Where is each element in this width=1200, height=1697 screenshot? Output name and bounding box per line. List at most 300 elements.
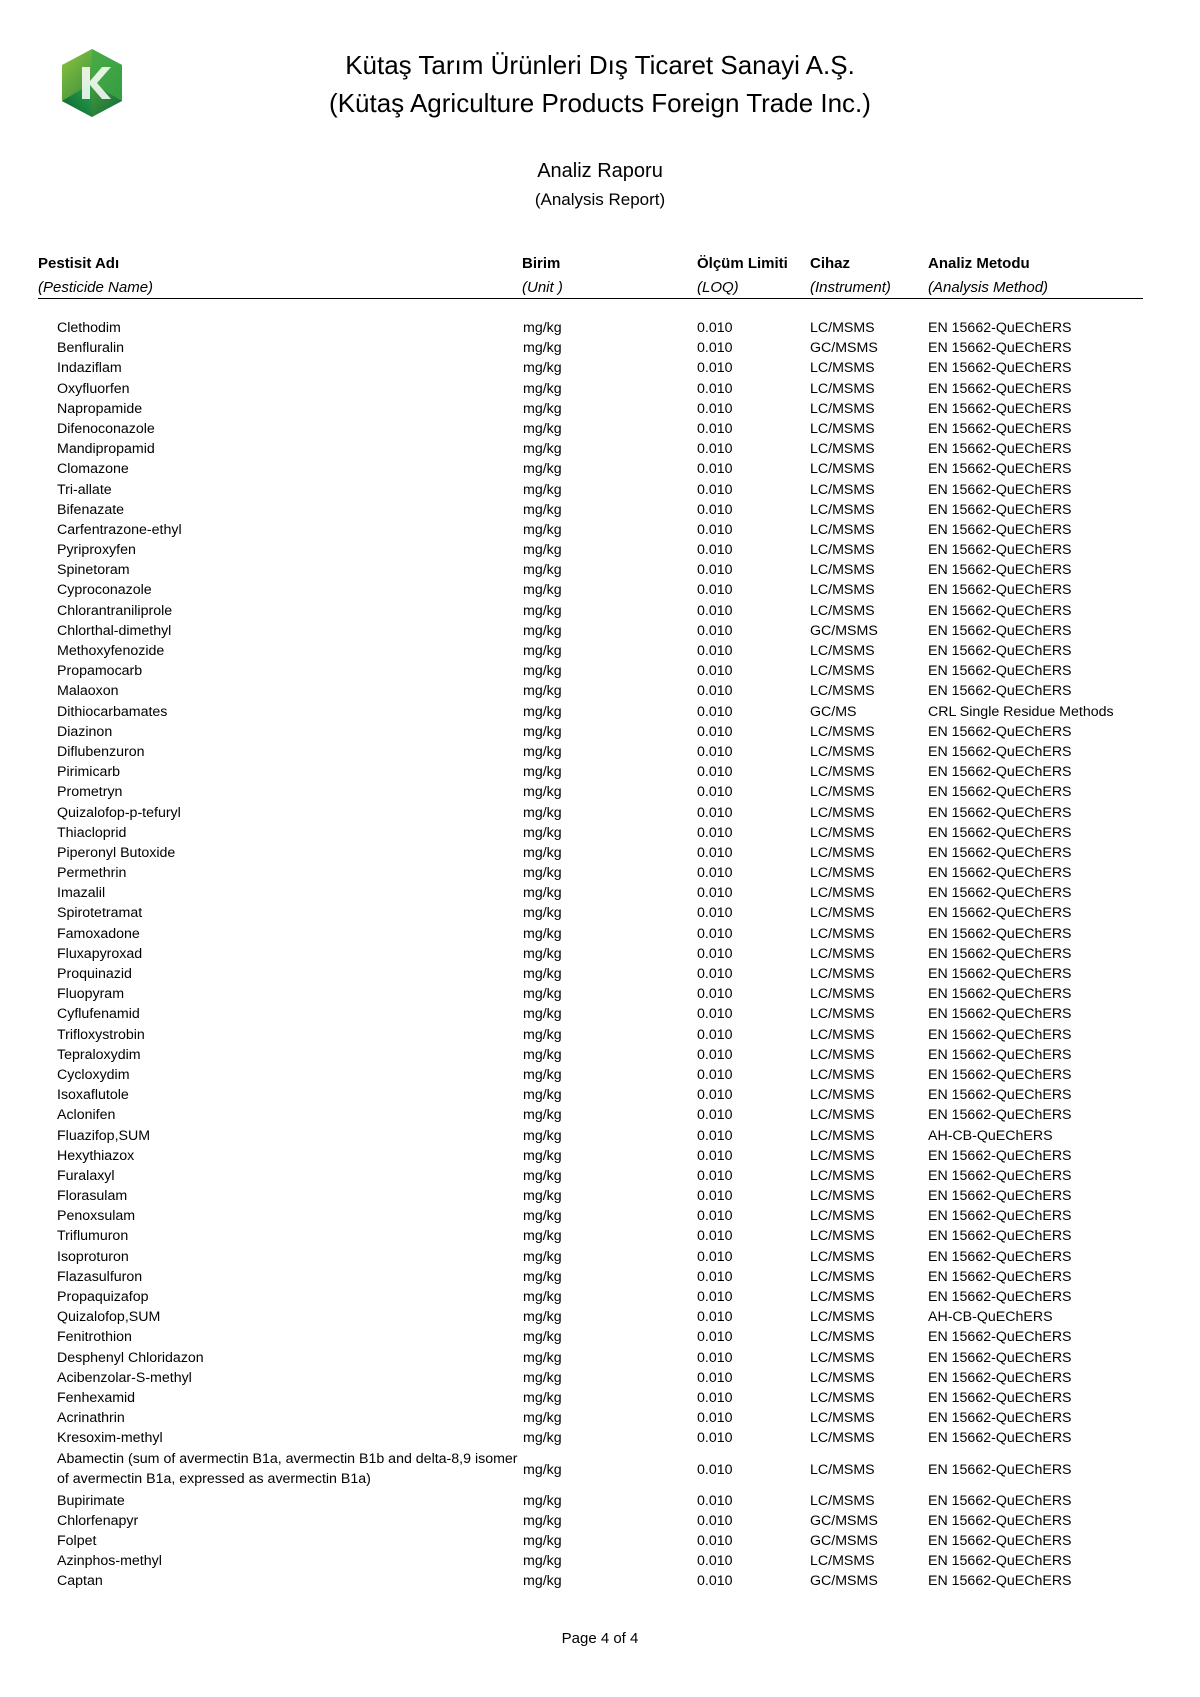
pesticide-name: Methoxyfenozide — [57, 643, 165, 659]
unit-value: mg/kg — [523, 885, 562, 902]
method-value: EN 15662-QuEChERS — [928, 562, 1072, 579]
unit-value: mg/kg — [523, 501, 562, 518]
column-header-method-en: (Analysis Method) — [928, 279, 1049, 296]
instrument-value: LC/MSMS — [810, 1087, 875, 1104]
unit-value: mg/kg — [523, 1147, 562, 1164]
pesticide-name: Cycloxydim — [57, 1066, 130, 1083]
loq-value: 0.010 — [697, 1289, 733, 1305]
loq-value: 0.010 — [697, 1389, 733, 1406]
unit-value: mg/kg — [523, 1532, 562, 1549]
pesticide-name: Captan — [57, 1573, 103, 1590]
instrument-value: LC/MSMS — [810, 925, 875, 942]
instrument-value: LC/MSMS — [810, 804, 875, 821]
instrument-value: LC/MSMS — [810, 602, 875, 619]
table-row — [0, 1428, 1200, 1448]
pesticide-name: Permethrin — [57, 865, 127, 882]
instrument-value: LC/MSMS — [810, 1329, 875, 1346]
pesticide-name: Aclonifen — [57, 1107, 116, 1124]
table-row — [0, 1186, 1200, 1206]
unit-value: mg/kg — [523, 1309, 562, 1326]
loq-value: 0.010 — [697, 1208, 733, 1225]
instrument-value: LC/MSMS — [810, 1268, 875, 1285]
method-value: EN 15662-QuEChERS — [928, 400, 1072, 417]
table-row — [0, 903, 1200, 923]
pesticide-name: Mandipropamid — [57, 441, 155, 458]
company-name-english: (Kütaş Agriculture Products Foreign Trade Inc.) — [329, 88, 871, 118]
table-row — [0, 661, 1200, 681]
pesticide-name: Indaziflam — [57, 360, 122, 377]
unit-value: mg/kg — [523, 1248, 562, 1265]
table-row — [0, 1491, 1200, 1511]
pesticide-name: Malaoxon — [57, 683, 119, 700]
instrument-value: LC/MSMS — [810, 562, 875, 579]
pesticide-name: Oxyfluorfen — [57, 380, 130, 397]
loq-value: 0.010 — [697, 743, 733, 760]
instrument-value: LC/MSMS — [810, 461, 875, 478]
instrument-value: LC/MSMS — [810, 501, 875, 518]
instrument-value: LC/MSMS — [810, 1188, 875, 1205]
table-row — [0, 419, 1200, 439]
table-row — [0, 944, 1200, 964]
pesticide-name: Tri-allate — [57, 481, 112, 498]
instrument-value: LC/MSMS — [810, 824, 875, 841]
instrument-value: LC/MSMS — [810, 865, 875, 882]
instrument-value: LC/MSMS — [810, 1461, 875, 1478]
instrument-value: LC/MSMS — [810, 1147, 875, 1164]
method-value: EN 15662-QuEChERS — [928, 1167, 1072, 1184]
loq-value: 0.010 — [697, 1349, 733, 1366]
instrument-value: LC/MSMS — [810, 1349, 875, 1366]
pesticide-name: Tepraloxydim — [57, 1046, 141, 1063]
loq-value: 0.010 — [697, 1410, 733, 1427]
pesticide-name: Propamocarb — [57, 663, 143, 680]
unit-value: mg/kg — [523, 663, 562, 680]
table-row — [0, 883, 1200, 903]
instrument-value: LC/MSMS — [810, 420, 875, 437]
method-value: EN 15662-QuEChERS — [928, 582, 1072, 599]
table-row — [0, 702, 1200, 722]
table-row — [0, 439, 1200, 459]
instrument-value: LC/MSMS — [810, 1167, 875, 1184]
loq-value: 0.010 — [697, 764, 733, 781]
instrument-value: GC/MS — [810, 703, 857, 720]
table-row — [0, 1287, 1200, 1307]
unit-value: mg/kg — [523, 481, 562, 498]
loq-value: 0.010 — [697, 966, 733, 982]
pesticide-name: Penoxsulam — [57, 1208, 136, 1225]
method-value: EN 15662-QuEChERS — [928, 663, 1072, 680]
table-row — [0, 480, 1200, 500]
instrument-value: LC/MSMS — [810, 1553, 875, 1570]
unit-value: mg/kg — [523, 1389, 562, 1406]
table-row — [0, 358, 1200, 378]
method-value: EN 15662-QuEChERS — [928, 844, 1072, 861]
unit-value: mg/kg — [523, 1329, 562, 1346]
instrument-value: LC/MSMS — [810, 1006, 875, 1023]
table-row — [0, 601, 1200, 621]
column-header-method — [928, 252, 1048, 300]
method-value: EN 15662-QuEChERS — [928, 743, 1072, 760]
unit-value: mg/kg — [523, 622, 562, 639]
pesticide-name: Pirimicarb — [57, 764, 121, 781]
unit-value: mg/kg — [523, 360, 562, 377]
pesticide-name: Isoxaflutole — [57, 1087, 129, 1104]
pesticide-name: Kresoxim-methyl — [57, 1430, 163, 1447]
loq-value: 0.010 — [697, 1127, 733, 1144]
method-value: EN 15662-QuEChERS — [928, 986, 1072, 1003]
method-value: EN 15662-QuEChERS — [928, 905, 1072, 922]
loq-value: 0.010 — [697, 1046, 733, 1063]
instrument-value: LC/MSMS — [810, 905, 875, 922]
table-row — [0, 318, 1200, 338]
loq-value: 0.010 — [697, 945, 733, 962]
unit-value: mg/kg — [523, 1289, 562, 1305]
method-value: EN 15662-QuEChERS — [928, 1349, 1072, 1366]
table-row — [0, 1045, 1200, 1065]
table-row — [0, 1327, 1200, 1347]
unit-value: mg/kg — [523, 764, 562, 781]
method-value: EN 15662-QuEChERS — [928, 1188, 1072, 1205]
loq-value: 0.010 — [697, 1147, 733, 1164]
table-row — [0, 1206, 1200, 1226]
table-row — [0, 1065, 1200, 1085]
unit-value: mg/kg — [523, 743, 562, 760]
loq-value: 0.010 — [697, 360, 733, 377]
pesticide-name: Azinphos-methyl — [57, 1553, 162, 1570]
unit-value: mg/kg — [523, 925, 562, 942]
pesticide-table-body — [0, 318, 1200, 1591]
table-row — [0, 742, 1200, 762]
method-value: EN 15662-QuEChERS — [928, 1147, 1072, 1164]
unit-value: mg/kg — [523, 420, 562, 437]
loq-value: 0.010 — [697, 1329, 733, 1346]
pesticide-name: Chlorantraniliprole — [57, 602, 173, 619]
method-value: EN 15662-QuEChERS — [928, 1369, 1072, 1386]
table-row — [0, 500, 1200, 520]
method-value: EN 15662-QuEChERS — [928, 824, 1072, 841]
unit-value: mg/kg — [523, 804, 562, 821]
pesticide-name: Cyflufenamid — [57, 1006, 140, 1023]
pesticide-name: Acrinathrin — [57, 1410, 125, 1427]
unit-value: mg/kg — [523, 824, 562, 841]
method-value: EN 15662-QuEChERS — [928, 420, 1072, 437]
pesticide-name: Flazasulfuron — [57, 1268, 143, 1285]
loq-value: 0.010 — [697, 1553, 733, 1570]
table-row — [0, 1348, 1200, 1368]
method-value: EN 15662-QuEChERS — [928, 481, 1072, 498]
instrument-value: LC/MSMS — [810, 1107, 875, 1124]
loq-value: 0.010 — [697, 380, 733, 397]
pesticide-name: Clomazone — [57, 461, 129, 478]
column-header-unit-en: (Unit ) — [522, 279, 563, 296]
table-row — [0, 1004, 1200, 1024]
table-row — [0, 1105, 1200, 1125]
instrument-value: LC/MSMS — [810, 885, 875, 902]
column-header-loq — [697, 252, 788, 300]
loq-value: 0.010 — [697, 1309, 733, 1326]
method-value: EN 15662-QuEChERS — [928, 622, 1072, 639]
pesticide-name: Florasulam — [57, 1188, 128, 1205]
table-row — [0, 843, 1200, 863]
loq-value: 0.010 — [697, 925, 733, 942]
table-row — [0, 379, 1200, 399]
loq-value: 0.010 — [697, 1066, 733, 1083]
pesticide-name: Triflumuron — [57, 1228, 129, 1245]
unit-value: mg/kg — [523, 1066, 562, 1083]
unit-value: mg/kg — [523, 865, 562, 882]
instrument-value: LC/MSMS — [810, 441, 875, 458]
instrument-value: LC/MSMS — [810, 784, 875, 801]
method-value: EN 15662-QuEChERS — [928, 521, 1072, 538]
pesticide-name: Pyriproxyfen — [57, 542, 136, 559]
loq-value: 0.010 — [697, 683, 733, 700]
loq-value: 0.010 — [697, 1087, 733, 1104]
method-value: EN 15662-QuEChERS — [928, 360, 1072, 377]
instrument-value: LC/MSMS — [810, 542, 875, 559]
unit-value: mg/kg — [523, 1127, 562, 1144]
method-value: EN 15662-QuEChERS — [928, 1553, 1072, 1570]
loq-value: 0.010 — [697, 420, 733, 437]
unit-value: mg/kg — [523, 1573, 562, 1590]
method-value: EN 15662-QuEChERS — [928, 1289, 1072, 1305]
unit-value: mg/kg — [523, 1410, 562, 1427]
loq-value: 0.010 — [697, 865, 733, 882]
unit-value: mg/kg — [523, 703, 562, 720]
pesticide-name: Difenoconazole — [57, 420, 155, 437]
pesticide-name: Benfluralin — [57, 340, 125, 357]
loq-value: 0.010 — [697, 1268, 733, 1285]
method-value: EN 15662-QuEChERS — [928, 1228, 1072, 1245]
table-row — [0, 762, 1200, 782]
instrument-value: LC/MSMS — [810, 360, 875, 377]
table-row — [0, 1307, 1200, 1327]
unit-value: mg/kg — [523, 1188, 562, 1205]
method-value: EN 15662-QuEChERS — [928, 1006, 1072, 1023]
unit-value: mg/kg — [523, 400, 562, 417]
pesticide-name: Bupirimate — [57, 1492, 125, 1509]
method-value: EN 15662-QuEChERS — [928, 865, 1072, 882]
instrument-value: LC/MSMS — [810, 1410, 875, 1427]
unit-value: mg/kg — [523, 380, 562, 397]
instrument-value: LC/MSMS — [810, 1208, 875, 1225]
pesticide-name: Hexythiazox — [57, 1147, 135, 1164]
method-value: EN 15662-QuEChERS — [928, 1512, 1072, 1529]
pesticide-name: Quizalofop,SUM — [57, 1309, 161, 1326]
report-title-english: (Analysis Report) — [534, 190, 666, 209]
pesticide-name: Propaquizafop — [57, 1289, 149, 1305]
column-header-loq-tr: Ölçüm Limiti — [697, 255, 788, 272]
instrument-value: LC/MSMS — [810, 986, 875, 1003]
table-row — [0, 1226, 1200, 1246]
pesticide-name: Famoxadone — [57, 925, 140, 942]
instrument-value: LC/MSMS — [810, 1369, 875, 1386]
column-header-unit-tr: Birim — [522, 255, 561, 272]
method-value: EN 15662-QuEChERS — [928, 1573, 1072, 1590]
unit-value: mg/kg — [523, 1369, 562, 1386]
table-row — [0, 580, 1200, 600]
column-header-loq-en: (LOQ) — [697, 279, 739, 296]
method-value: EN 15662-QuEChERS — [928, 340, 1072, 357]
instrument-value: LC/MSMS — [810, 481, 875, 498]
pesticide-name: Trifloxystrobin — [57, 1026, 145, 1043]
table-row — [0, 459, 1200, 479]
instrument-value: LC/MSMS — [810, 1248, 875, 1265]
method-value: EN 15662-QuEChERS — [928, 1107, 1072, 1124]
instrument-value: LC/MSMS — [810, 1127, 875, 1144]
pesticide-name: Isoproturon — [57, 1248, 129, 1265]
pesticide-name: Quizalofop-p-tefuryl — [57, 804, 181, 821]
unit-value: mg/kg — [523, 844, 562, 861]
column-header-unit — [522, 252, 563, 300]
loq-value: 0.010 — [697, 784, 733, 801]
loq-value: 0.010 — [697, 1248, 733, 1265]
loq-value: 0.010 — [697, 1430, 733, 1447]
table-row — [0, 984, 1200, 1004]
loq-value: 0.010 — [697, 1107, 733, 1124]
method-value: EN 15662-QuEChERS — [928, 1087, 1072, 1104]
unit-value: mg/kg — [523, 542, 562, 559]
column-header-instrument — [810, 252, 891, 300]
table-row — [0, 560, 1200, 580]
header-divider — [38, 298, 1143, 299]
loq-value: 0.010 — [697, 320, 733, 336]
method-value: EN 15662-QuEChERS — [928, 380, 1072, 397]
method-value: EN 15662-QuEChERS — [928, 784, 1072, 801]
method-value: EN 15662-QuEChERS — [928, 925, 1072, 942]
table-row — [0, 540, 1200, 560]
unit-value: mg/kg — [523, 784, 562, 801]
pesticide-name: Cyproconazole — [57, 582, 152, 599]
instrument-value: LC/MSMS — [810, 1228, 875, 1245]
report-title-turkish: Analiz Raporu — [537, 160, 663, 182]
table-row — [0, 803, 1200, 823]
unit-value: mg/kg — [523, 1208, 562, 1225]
table-row — [0, 1531, 1200, 1551]
loq-value: 0.010 — [697, 481, 733, 498]
instrument-value: LC/MSMS — [810, 764, 875, 781]
instrument-value: GC/MSMS — [810, 1573, 878, 1590]
table-row — [0, 399, 1200, 419]
table-row — [0, 722, 1200, 742]
unit-value: mg/kg — [523, 966, 562, 982]
table-row — [0, 1267, 1200, 1287]
pesticide-name: Furalaxyl — [57, 1167, 115, 1184]
instrument-value: LC/MSMS — [810, 1289, 875, 1305]
table-row — [0, 1368, 1200, 1388]
loq-value: 0.010 — [697, 1026, 733, 1043]
instrument-value: LC/MSMS — [810, 380, 875, 397]
unit-value: mg/kg — [523, 1349, 562, 1366]
method-value: EN 15662-QuEChERS — [928, 885, 1072, 902]
pesticide-name: Spirotetramat — [57, 905, 143, 922]
pesticide-name: Fluopyram — [57, 986, 125, 1003]
loq-value: 0.010 — [697, 622, 733, 639]
table-row — [0, 1571, 1200, 1591]
unit-value: mg/kg — [523, 1430, 562, 1447]
unit-value: mg/kg — [523, 683, 562, 700]
table-row — [0, 1085, 1200, 1105]
pesticide-name: Chlorfenapyr — [57, 1512, 139, 1529]
table-row — [0, 924, 1200, 944]
table-row — [0, 1166, 1200, 1186]
instrument-value: LC/MSMS — [810, 320, 875, 336]
unit-value: mg/kg — [523, 441, 562, 458]
pesticide-name: Clethodim — [57, 320, 121, 336]
instrument-value: LC/MSMS — [810, 1309, 875, 1326]
loq-value: 0.010 — [697, 562, 733, 579]
instrument-value: GC/MSMS — [810, 1512, 878, 1529]
loq-value: 0.010 — [697, 1167, 733, 1184]
method-value: EN 15662-QuEChERS — [928, 501, 1072, 518]
table-row — [0, 1551, 1200, 1571]
loq-value: 0.010 — [697, 461, 733, 478]
loq-value: 0.010 — [697, 1492, 733, 1509]
pesticide-name: Dithiocarbamates — [57, 703, 168, 720]
pesticide-name: Fenitrothion — [57, 1329, 132, 1346]
unit-value: mg/kg — [523, 602, 562, 619]
method-value: EN 15662-QuEChERS — [928, 1046, 1072, 1063]
table-row — [0, 1025, 1200, 1045]
instrument-value: GC/MSMS — [810, 1532, 878, 1549]
loq-value: 0.010 — [697, 663, 733, 680]
unit-value: mg/kg — [523, 986, 562, 1003]
method-value: EN 15662-QuEChERS — [928, 320, 1072, 336]
unit-value: mg/kg — [523, 1512, 562, 1529]
unit-value: mg/kg — [523, 562, 562, 579]
method-value: EN 15662-QuEChERS — [928, 804, 1072, 821]
loq-value: 0.010 — [697, 582, 733, 599]
instrument-value: LC/MSMS — [810, 1389, 875, 1406]
pesticide-name: Abamectin (sum of avermectin B1a, avermectin B1b and delta-8,9 isomer of avermectin B1a, expressed as avermectin B1a) — [57, 1450, 518, 1487]
instrument-value: LC/MSMS — [810, 1430, 875, 1447]
instrument-value: LC/MSMS — [810, 663, 875, 680]
pesticide-name: Chlorthal-dimethyl — [57, 622, 172, 639]
instrument-value: GC/MSMS — [810, 340, 878, 357]
table-row — [0, 964, 1200, 984]
unit-value: mg/kg — [523, 1107, 562, 1124]
method-value: EN 15662-QuEChERS — [928, 945, 1072, 962]
table-row — [0, 1408, 1200, 1428]
instrument-value: GC/MSMS — [810, 622, 878, 639]
loq-value: 0.010 — [697, 441, 733, 458]
loq-value: 0.010 — [697, 1461, 733, 1478]
instrument-value: LC/MSMS — [810, 1046, 875, 1063]
pesticide-name: Fluxapyroxad — [57, 945, 143, 962]
table-row — [0, 1126, 1200, 1146]
instrument-value: LC/MSMS — [810, 683, 875, 700]
instrument-value: LC/MSMS — [810, 844, 875, 861]
instrument-value: LC/MSMS — [810, 1066, 875, 1083]
unit-value: mg/kg — [523, 1006, 562, 1023]
table-row — [0, 520, 1200, 540]
table-row — [0, 782, 1200, 802]
loq-value: 0.010 — [697, 400, 733, 417]
instrument-value: LC/MSMS — [810, 643, 875, 659]
instrument-value: LC/MSMS — [810, 1492, 875, 1509]
unit-value: mg/kg — [523, 1167, 562, 1184]
table-row — [0, 338, 1200, 358]
unit-value: mg/kg — [523, 320, 562, 336]
loq-value: 0.010 — [697, 643, 733, 659]
unit-value: mg/kg — [523, 945, 562, 962]
method-value: EN 15662-QuEChERS — [928, 1410, 1072, 1427]
unit-value: mg/kg — [523, 1492, 562, 1509]
loq-value: 0.010 — [697, 986, 733, 1003]
table-row — [0, 1247, 1200, 1267]
pesticide-name: Spinetoram — [57, 562, 130, 579]
method-value: EN 15662-QuEChERS — [928, 1492, 1072, 1509]
unit-value: mg/kg — [523, 1228, 562, 1245]
